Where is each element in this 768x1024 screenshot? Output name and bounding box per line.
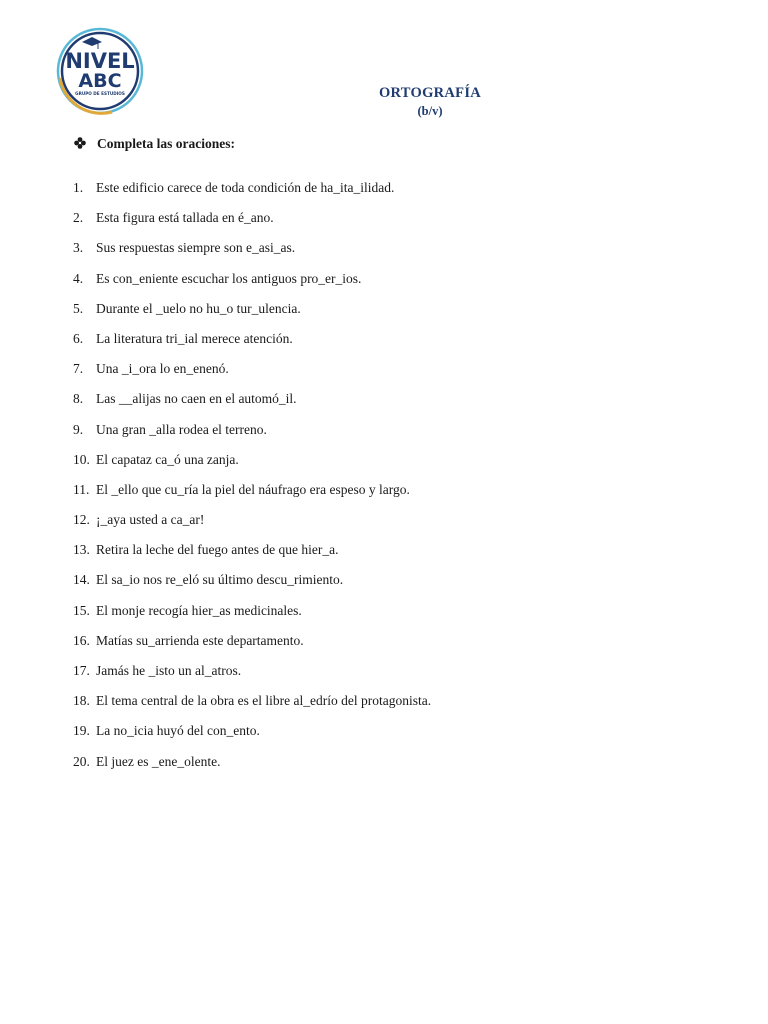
item-number: 14. [73,572,90,588]
item-text: Jamás he _isto un al_atros. [96,663,242,678]
item-text: El sa_io nos re_eló su último descu_rimiento. [96,572,344,588]
list-item [73,542,431,572]
nivel-abc-logo [52,26,148,116]
item-text: El _ello que cu_ría la piel del náufrago era espeso y largo. [96,481,410,497]
list-item [73,361,431,391]
item-number: 6. [73,330,84,346]
item-text: ¡_aya usted a ca_ar! [96,512,205,528]
list-item [73,663,431,693]
item-number: 2. [73,210,84,226]
item-number: 4. [73,270,84,286]
item-number: 11. [73,481,90,497]
item-number: 15. [73,602,90,618]
item-text: La no_icia huyó del con_ento. [96,723,260,739]
diamond-bullet-icon [74,137,86,151]
list-item [73,633,431,663]
item-number: 8. [73,391,84,407]
item-text: Las __alijas no caen en el automó_il. [96,391,297,407]
item-text: Matías su_arrienda este departamento. [96,632,304,648]
item-text: El capataz ca_ó una zanja. [96,451,239,467]
item-number: 1. [73,180,84,195]
item-number: 17. [73,663,90,678]
item-text: Esta figura está tallada en é_ano. [96,210,274,226]
list-item [73,754,431,784]
item-text: Sus respuestas siempre son e_asi_as. [96,240,296,256]
list-item [73,603,431,633]
sentence-list [73,180,431,784]
item-number: 9. [73,421,84,437]
list-item [73,482,431,512]
list-item [73,512,431,542]
item-text: Retira la leche del fuego antes de que hier_a. [96,542,339,558]
item-text: El monje recogía hier_as medicinales. [96,602,302,618]
item-text: Es con_eniente escuchar los antiguos pro_er_ios. [96,270,362,286]
list-item [73,693,431,723]
page-title: ORTOGRAFÍA [378,85,482,101]
instruction-text: Completa las oraciones: [97,136,235,151]
list-item [73,210,431,240]
item-text: Este edificio carece de toda condición de ha_ita_ilidad. [96,180,395,195]
item-number: 7. [73,361,84,377]
list-item [73,240,431,270]
item-text: Durante el _uelo no hu_o tur_ulencia. [96,300,301,316]
item-text: La literatura tri_ial merece atención. [96,330,293,346]
item-number: 18. [73,693,90,709]
item-number: 3. [73,240,84,256]
list-item [73,391,431,421]
list-item [73,180,431,210]
list-item [73,301,431,331]
logo-emblem [52,26,148,116]
list-item [73,331,431,361]
list-item [73,271,431,301]
page-subtitle: (b/v) [417,104,443,118]
logo-tagline: GRUPO DE ESTUDIOS [75,91,125,96]
list-item [73,452,431,482]
item-text: Una gran _alla rodea el terreno. [96,421,267,437]
logo-line1: NIVEL [65,49,135,73]
item-number: 12. [73,512,90,528]
item-number: 20. [73,753,90,769]
item-number: 5. [73,300,84,316]
list-item [73,572,431,602]
logo-line2: ABC [78,70,122,92]
item-number: 13. [73,542,90,558]
item-number: 19. [73,723,90,739]
graduation-cap-icon [82,37,102,46]
item-text: El tema central de la obra es el libre al_edrío del protagonista. [96,693,432,709]
item-number: 10. [73,451,90,467]
instruction [74,136,235,152]
item-text: Una _i_ora lo en_enenó. [96,361,229,377]
item-number: 16. [73,632,90,648]
list-item [73,422,431,452]
list-item [73,723,431,753]
item-text: El juez es _ene_olente. [96,753,221,769]
